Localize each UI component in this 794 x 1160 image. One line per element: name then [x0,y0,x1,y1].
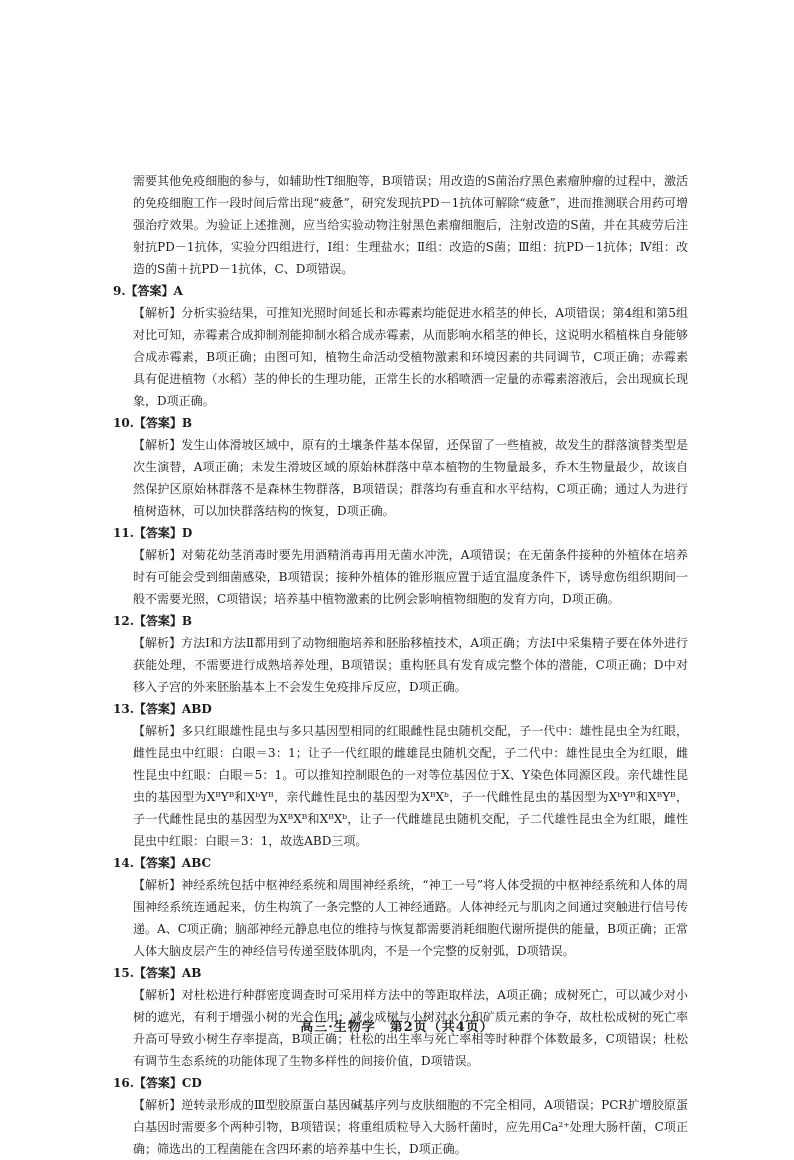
answer-label: 13.【答案】ABD [113,702,212,716]
analysis-text: 【解析】方法Ⅰ和方法Ⅱ都用到了动物细胞培养和胚胎移植技术，A项正确；方法Ⅰ中采集精子要在体外进行获能处理，不需要进行成熟培养处理，B项错误；重构胚具有发育成完整个体的潜能，C项正确；D中对移入子宫的外来胚胎基本上不会发生免疫排斥反应，D项正确。 [133,636,688,694]
answer-label: 11.【答案】D [113,526,193,540]
question-12 [113,610,688,698]
question-11 [113,522,688,610]
question-16 [113,1072,688,1160]
analysis-text: 【解析】对菊花幼茎消毒时要先用酒精消毒再用无菌水冲洗，A项错误；在无菌条件接种的外植体在培养时有可能会受到细菌感染，B项错误；接种外植体的锥形瓶应置于适宜温度条件下，诱导愈伤组织期间一般不需要光照，C项错误；培养基中植物激素的比例会影响植物细胞的发育方向，D项正确。 [133,548,688,606]
answer-content [113,170,688,1160]
answer-label: 16.【答案】CD [113,1076,202,1090]
question-10 [113,412,688,522]
page-footer: 高三·生物学 第2页（共4页） [300,1020,494,1035]
analysis-text: 【解析】多只红眼雄性昆虫与多只基因型相同的红眼雌性昆虫随机交配，子一代中：雄性昆虫全为红眼，雌性昆虫中红眼：白眼＝3：1；让子一代红眼的雌雄昆虫随机交配，子二代中：雄性昆虫全为红眼，雌性昆虫中红眼：白眼＝5：1。可以推知控制眼色的一对等位基因位于X、Y染色体同源区段。亲代雄性昆虫的基因型为XᴮYᴮ和XᵇYᴮ，亲代雌性昆虫的基因型为XᴮXᵇ，子一代雌性昆虫的基因型为XᵇYᴮ和XᴮYᴮ，子一代雌性昆虫的基因型为XᴮXᴮ和XᴮXᵇ，让子一代雌雄昆虫随机交配，子二代雄性昆虫全为红眼，雌性昆虫中红眼：白眼＝3：1，故选ABD三项。 [133,724,688,848]
question-13 [113,698,688,852]
answer-label: 14.【答案】ABC [113,856,212,870]
answer-label: 10.【答案】B [113,416,193,430]
analysis-text: 【解析】逆转录形成的Ⅲ型胶原蛋白基因碱基序列与皮肤细胞的不完全相同，A项错误；PCR扩增胶原蛋白基因时需要多个两种引物，B项错误；将重组质粒导入大肠杆菌时，应先用Ca²⁺处理大肠杆菌，C项正确；筛选出的工程菌能在含四环素的培养基中生长，D项正确。 [133,1098,688,1156]
answer-label: 9.【答案】A [113,284,183,298]
analysis-text: 【解析】对杜松进行种群密度调查时可采用样方法中的等距取样法，A项正确；成树死亡，可以减少对小树的遮光，有利于增强小树的光合作用；减少成树与小树对水分和矿质元素的争夺，故杜松成树的死亡率升高可导致小树生存率提高，B项正确；杜松的出生率与死亡率相等时种群个体数最多，C项错误；杜松有调节生态系统的功能体现了生物多样性的间接价值，D项错误。 [133,988,688,1068]
answer-label: 15.【答案】AB [113,966,202,980]
question-9 [113,280,688,412]
analysis-text: 【解析】分析实验结果，可推知光照时间延长和赤霉素均能促进水稻茎的伸长，A项错误；第4组和第5组对比可知，赤霉素合成抑制剂能抑制水稻合成赤霉素，从而影响水稻茎的伸长，这说明水稻植株自身能够合成赤霉素，B项正确；由图可知，植物生命活动受植物激素和环境因素的共同调节，C项正确；赤霉素具有促进植物（水稻）茎的伸长的生理功能，正常生长的水稻喷洒一定量的赤霉素溶液后，会出现疯长现象，D项正确。 [133,306,688,408]
question-14 [113,852,688,962]
analysis-text: 【解析】发生山体滑坡区域中，原有的土壤条件基本保留，还保留了一些植被，故发生的群落演替类型是次生演替，A项正确；未发生滑坡区域的原始林群落中草本植物的生物量最多，乔木生物量最少，故该自然保护区原始林群落不是森林生物群落，B项错误；群落均有垂直和水平结构，C项正确；通过人为进行植树造林，可以加快群落结构的恢复，D项正确。 [133,438,688,518]
analysis-text: 【解析】神经系统包括中枢神经系统和周围神经系统，“神工一号”将人体受损的中枢神经系统和人体的周围神经系统连通起来，仿生构筑了一条完整的人工神经通路。人体神经元与肌肉之间通过突触进行信号传递。A、C项正确；脑部神经元静息电位的维持与恢复都需要消耗细胞代谢所提供的能量，B项正确；正常人体大脑皮层产生的神经信号传递至肢体肌肉，不是一个完整的反射弧，D项错误。 [133,878,688,958]
answer-label: 12.【答案】B [113,614,193,628]
intro-paragraph: 需要其他免疫细胞的参与，如辅助性T细胞等，B项错误；用改造的S菌治疗黑色素瘤肿瘤的过程中，激活的免疫细胞工作一段时间后常出现“疲惫”，研究发现抗PD－1抗体可解除“疲惫”，进而推测联合用药可增强治疗效果。为验证上述推测，应当给实验动物注射黑色素瘤细胞后，注射改造的S菌，并在其疲劳后注射抗PD－1抗体，实验分四组进行，Ⅰ组：生理盐水；Ⅱ组：改造的S菌；Ⅲ组：抗PD－1抗体；Ⅳ组：改造的S菌＋抗PD－1抗体，C、D项错误。 [133,174,688,276]
